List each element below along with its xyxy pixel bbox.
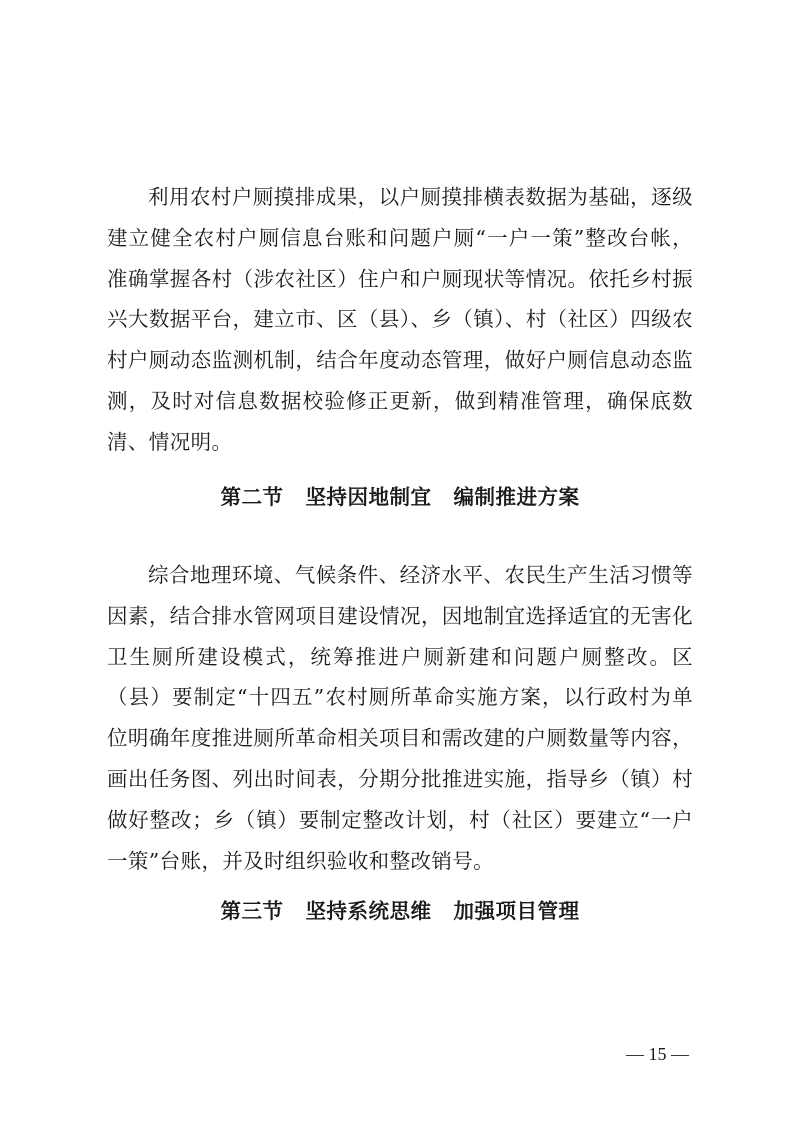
section-2-subtitle: 编制推进方案	[453, 485, 580, 509]
section-heading-2	[107, 482, 693, 512]
body-paragraph-1: 利用农村户厕摸排成果，以户厕摸排横表数据为基础，逐级建立健全农村户厕信息台账和问题户厕“一户一策”整改台帐，准确掌握各村（涉农社区）住户和户厕现状等情况。依托乡村振兴大数据平台，建立市、区（县）、乡（镇）、村（社区）四级农村户厕动态监测机制，结合年度动态管理，做好户厕信息动态监测，及时对信息数据校验修正更新，做到精准管理，确保底数清、情况明。	[107, 185, 693, 454]
section-2-title: 坚持因地制宜	[305, 485, 432, 509]
section-heading-3	[107, 896, 693, 926]
body-paragraph-2: 综合地理环境、气候条件、经济水平、农民生产生活习惯等因素，结合排水管网项目建设情况，因地制宜选择适宜的无害化卫生厕所建设模式，统筹推进户厕新建和问题户厕整改。区（县）要制定“十四五”农村厕所革命实施方案，以行政村为单位明确年度推进厕所革命相关项目和需改建的户厕数量等内容，画出任务图、列出时间表，分期分批推进实施，指导乡（镇）村做好整改；乡（镇）要制定整改计划，村（社区）要建立“一户一策”台账，并及时组织验收和整改销号。	[107, 563, 693, 873]
section-2-number: 第二节	[220, 485, 284, 509]
section-3-number: 第三节	[220, 899, 284, 923]
section-3-subtitle: 加强项目管理	[453, 899, 580, 923]
section-3-title: 坚持系统思维	[305, 899, 432, 923]
page-number: — 15 —	[626, 1044, 689, 1064]
